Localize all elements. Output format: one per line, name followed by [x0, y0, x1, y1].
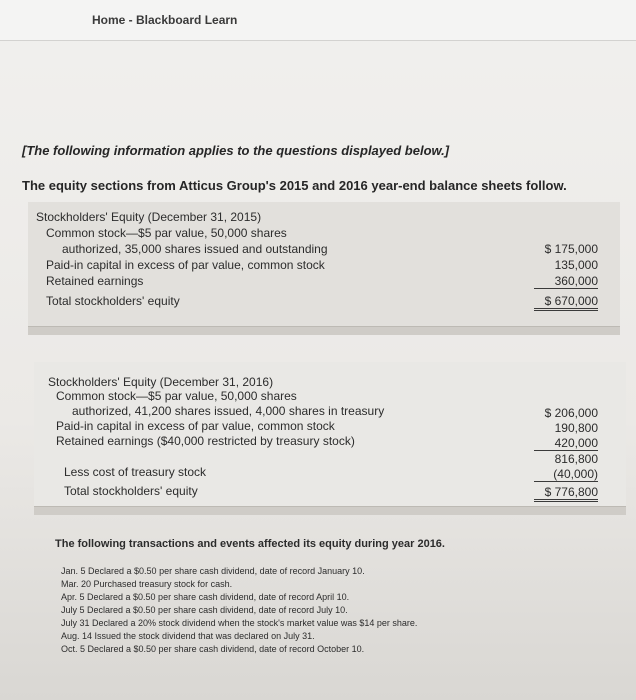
- less-treasury-2016: Less cost of treasury stock: [64, 465, 207, 479]
- transaction-item: Mar. 20 Purchased treasury stock for cash.: [61, 579, 233, 589]
- total-2016: Total stockholders' equity: [64, 484, 198, 498]
- common-stock-2016-line2: authorized, 41,200 shares issued, 4,000 shares in treasury: [72, 404, 385, 418]
- paid-in-2015-amount: 135,000: [554, 258, 598, 272]
- transaction-item: Aug. 14 Issued the stock dividend that was declared on July 31.: [61, 631, 315, 641]
- section-divider: [34, 506, 626, 515]
- total-2015-amount: $ 670,000: [534, 294, 598, 311]
- equity-2015-title: Stockholders' Equity (December 31, 2015): [36, 210, 262, 224]
- equity-2015-panel: [28, 202, 620, 334]
- retained-2015-amount: 360,000: [534, 274, 598, 289]
- transaction-item: Oct. 5 Declared a $0.50 per share cash dividend, date of record October 10.: [61, 644, 365, 654]
- paid-in-2016-amount: 190,800: [554, 421, 598, 435]
- lead-text: The equity sections from Atticus Group's 2015 and 2016 year-end balance sheets follow.: [22, 178, 567, 193]
- equity-2016-panel: [34, 362, 626, 512]
- transaction-item: Jan. 5 Declared a $0.50 per share cash dividend, date of record January 10.: [61, 566, 365, 576]
- paid-in-2016: Paid-in capital in excess of par value, common stock: [56, 419, 335, 433]
- common-stock-2015-amount: $ 175,000: [544, 242, 598, 256]
- total-2016-amount: $ 776,800: [534, 485, 598, 502]
- intro-note: [The following information applies to the questions displayed below.]: [22, 143, 450, 158]
- paid-in-2015: Paid-in capital in excess of par value, common stock: [46, 258, 325, 272]
- transaction-item: July 31 Declared a 20% stock dividend when the stock's market value was $14 per share.: [61, 618, 418, 628]
- common-stock-2015-line1: Common stock—$5 par value, 50,000 shares: [46, 226, 287, 240]
- common-stock-2016-amount: $ 206,000: [544, 406, 598, 420]
- tab-title: Home - Blackboard Learn: [92, 13, 238, 27]
- transaction-item: Apr. 5 Declared a $0.50 per share cash dividend, date of record April 10.: [61, 592, 350, 602]
- retained-2015: Retained earnings: [46, 274, 144, 288]
- browser-title-bar: [0, 0, 636, 41]
- transaction-item: July 5 Declared a $0.50 per share cash dividend, date of record July 10.: [61, 605, 348, 615]
- equity-2016-title: Stockholders' Equity (December 31, 2016): [48, 375, 274, 389]
- treasury-2016-amount: (40,000): [534, 467, 598, 482]
- section-divider: [28, 326, 620, 335]
- subtotal-2016-amount: 816,800: [554, 452, 598, 466]
- common-stock-2015-line2: authorized, 35,000 shares issued and outstanding: [62, 242, 328, 256]
- common-stock-2016-line1: Common stock—$5 par value, 50,000 shares: [56, 389, 297, 403]
- total-2015: Total stockholders' equity: [46, 294, 180, 308]
- retained-2016: Retained earnings ($40,000 restricted by treasury stock): [56, 434, 355, 448]
- retained-2016-amount: 420,000: [534, 436, 598, 451]
- transactions-title: The following transactions and events affected its equity during year 2016.: [55, 538, 445, 550]
